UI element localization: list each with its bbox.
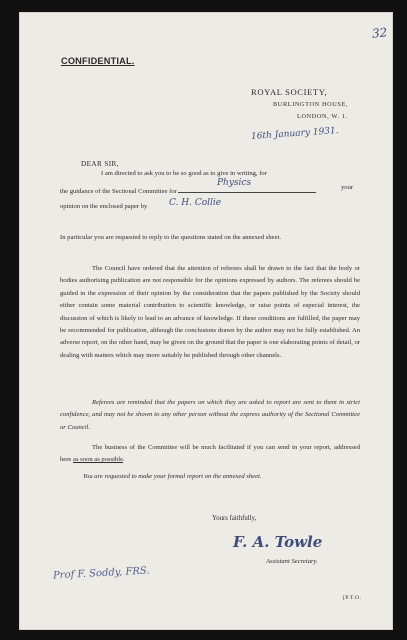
closing: Yours faithfully, xyxy=(212,515,257,522)
address-line-1: BURLINGTON HOUSE, xyxy=(273,101,349,108)
paragraph-1-line-3: opinion on the enclosed paper by xyxy=(60,203,148,210)
signatory-title: Assistant Secretary. xyxy=(266,558,318,565)
handwritten-committee: Physics xyxy=(217,178,252,188)
please-turn-over: [P.T.O. xyxy=(343,595,362,601)
organization-name: ROYAL SOCIETY, xyxy=(251,87,328,97)
paragraph-3: The Council have ordered that the attention of referees shall be drawn to the fact that the body or bodies authorising publication are not responsible for the opinions expressed by authors. The referees should be guided in the expression of their opinion by the consideration that the papers published by the Society should either contain some material contribution to scientific knowledge, or raise points of especial interest, the discussion of which is likely to lead to an advance of knowledge. If these conditions are fulfilled, the paper may be recommended for publication, although the conclusions drawn by the author may not be fully established. An adverse report, on the other hand, may be given on the ground that the paper is one elaborating points of detail, or dealing with matters which may more suitably be published through other channels. xyxy=(60,265,360,359)
paragraph-1-line-1: I am directed to ask you to be so good as to give in writing, for xyxy=(101,170,267,177)
paragraph-1-line-2 xyxy=(60,184,316,195)
salutation: DEAR SIR, xyxy=(81,160,119,168)
letter-sheet xyxy=(19,12,393,630)
signature: F. A. Towle xyxy=(233,533,323,551)
address-line-2: LONDON, W. 1. xyxy=(297,113,348,120)
paragraph-2: In particular you are requested to reply to the questions stated on the annexed sheet. xyxy=(60,234,282,241)
folio-number: 32 xyxy=(371,25,388,41)
paragraph-1-line-2-end: your xyxy=(341,184,354,191)
handwritten-author: C. H. Collie xyxy=(169,198,222,208)
paragraph-5 xyxy=(60,442,360,467)
handwritten-referee-name: Prof F. Soddy, FRS. xyxy=(52,565,150,582)
paragraph-5-end: . xyxy=(123,456,125,464)
paragraph-6: You are requested to make your formal report on the annexed sheet. xyxy=(83,473,262,480)
paragraph-4-referee-reminder: Referees are reminded that the papers on which they are asked to report are sent to them in strict confidence, and may not be shown to any other person without the express authority of the Sectional Committee or Council. xyxy=(60,399,360,431)
handwritten-date: 16th January 1931. xyxy=(250,125,339,143)
confidential-heading: CONFIDENTIAL. xyxy=(61,56,135,66)
paragraph-5-start: The business of the Committee will be much facilitated if you can send in your report, addressed here xyxy=(60,444,360,464)
paragraph-5-underlined: as soon as possible xyxy=(73,456,124,464)
paragraph-1-line-2-text: the guidance of the Sectional Committee for xyxy=(60,188,177,195)
